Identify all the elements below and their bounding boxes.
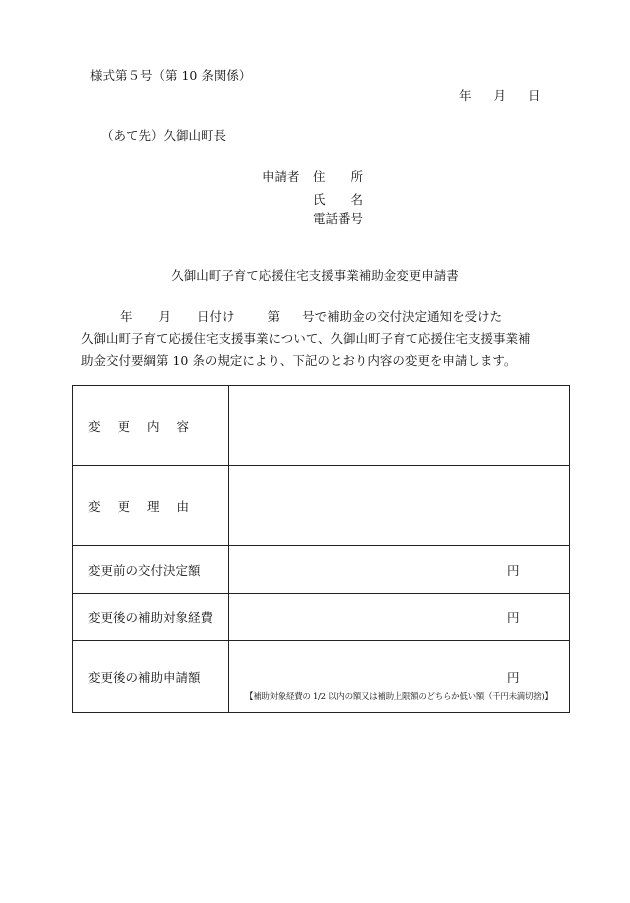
label-after-application-amount: 変更後の補助申請額 [73, 641, 229, 713]
field-after-eligible-cost[interactable] [229, 594, 570, 641]
yen-unit: 円 [507, 670, 520, 685]
label-char: 容 [176, 418, 190, 434]
label-char: 更 [117, 498, 131, 514]
name-char-1: 氏 [313, 192, 326, 207]
applicant-label: 申請者 [262, 169, 300, 184]
document-title: 久御山町子育て応援住宅支援事業補助金変更申請書 [171, 268, 459, 283]
label-change-content [73, 386, 229, 466]
change-application-table [72, 385, 570, 713]
name-char-2: 名 [350, 192, 364, 207]
date-line [459, 86, 541, 104]
applicant-address-label [313, 167, 363, 185]
label-before-decision-amount: 変更前の交付決定額 [73, 546, 229, 594]
label-char: 由 [176, 498, 190, 514]
addr-char-2: 所 [350, 169, 364, 184]
field-before-decision-amount[interactable] [229, 546, 570, 594]
calculation-note: 【補助対象経費の 1/2 以内の額又は補助上限額のどちらか低い額（千円未満切捨)】 [245, 692, 553, 702]
body-line-2: 久御山町子育て応援住宅支援事業について、久御山町子育て応援住宅支援事業補 [81, 331, 531, 346]
body-no-prefix: 第 [267, 309, 281, 324]
form-number: 様式第５号（第 10 条関係） [90, 68, 252, 83]
applicant-phone-label: 電話番号 [313, 211, 364, 226]
table-row [73, 386, 570, 466]
body-line-1-rest: 号で補助金の交付決定通知を受けた [302, 309, 503, 324]
label-after-eligible-cost: 変更後の補助対象経費 [73, 594, 229, 641]
body-date-suffix: 日付け [197, 309, 235, 324]
addr-char-1: 住 [313, 169, 326, 184]
table-row [73, 641, 570, 713]
label-char: 内 [147, 418, 160, 434]
body-paragraph [81, 306, 561, 372]
table-row [73, 466, 570, 546]
yen-unit: 円 [507, 610, 520, 625]
addressee: （あて先）久御山町長 [101, 128, 227, 143]
label-char: 変 [88, 418, 101, 434]
applicant-name-label [313, 190, 363, 208]
field-change-reason[interactable] [229, 466, 570, 546]
table-row [73, 546, 570, 594]
yen-unit: 円 [507, 562, 520, 578]
label-char: 更 [117, 418, 131, 434]
label-char: 変 [88, 498, 101, 514]
date-day: 日 [528, 88, 541, 103]
date-month: 月 [493, 88, 507, 103]
body-line-1 [81, 306, 561, 328]
body-month: 月 [158, 309, 172, 324]
label-char: 理 [147, 498, 160, 514]
field-change-content[interactable] [229, 386, 570, 466]
table-row [73, 594, 570, 641]
body-year: 年 [120, 309, 133, 324]
field-after-application-amount[interactable] [229, 641, 570, 713]
label-change-reason [73, 466, 229, 546]
body-line-3: 助金交付要綱第 10 条の規定により、下記のとおり内容の変更を申請します。 [81, 353, 517, 368]
date-year: 年 [459, 88, 472, 103]
